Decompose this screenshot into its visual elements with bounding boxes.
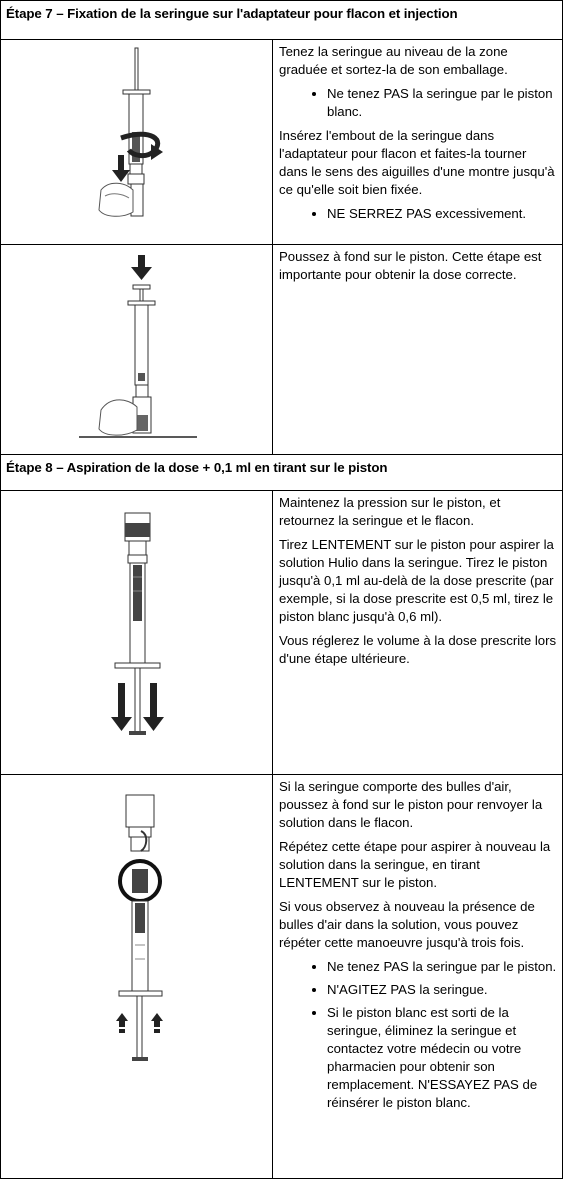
step8-header xyxy=(0,454,563,490)
step8-r2-b1: • Ne tenez PAS la seringue par le piston. xyxy=(327,958,558,976)
step8-row2 xyxy=(0,774,563,1179)
step8-row1 xyxy=(0,490,563,774)
step8-r2-p2: Répétez cette étape pour aspirer à nouveau la solution dans la seringue, en tirant LENTEMENT sur le piston. xyxy=(279,839,551,890)
step7-title: Étape 7 – Fixation de la seringue sur l'adaptateur pour flacon et injection xyxy=(6,6,458,21)
push-plunger-illustration xyxy=(1,245,273,455)
step7-r1-list1 xyxy=(279,85,558,121)
step7-r2-p1: Poussez à fond sur le piston. Cette étape est importante pour obtenir la dose correcte. xyxy=(279,249,542,282)
step7-row1 xyxy=(0,39,563,244)
remove-air-bubbles-illustration xyxy=(1,775,273,1180)
step8-r2-p1: Si la seringue comporte des bulles d'air, poussez à fond sur le piston pour renvoyer la solution dans le flacon. xyxy=(279,779,543,830)
step8-r2-b2: • N'AGITEZ PAS la seringue. xyxy=(327,981,558,999)
step7-r1-p2: Insérez l'embout de la seringue dans l'adaptateur pour flacon et faites-la tourner dans le sens des aiguilles d'une montre jusqu'à ce qu'elle soit bien fixée. xyxy=(279,128,555,197)
step8-image1-cell xyxy=(1,491,273,774)
step7-image2-cell xyxy=(1,245,273,454)
step8-text2-cell xyxy=(273,775,562,1178)
step8-r1-p1: Maintenez la pression sur le piston, et retournez la seringue et le flacon. xyxy=(279,495,501,528)
step8-r2-list xyxy=(279,958,558,1112)
step7-r1-b1: • Ne tenez PAS la seringue par le piston blanc. xyxy=(327,85,558,121)
step7-r1-list2 xyxy=(279,205,558,223)
step7-row2 xyxy=(0,244,563,454)
step8-r2-b3: • Si le piston blanc est sorti de la seringue, éliminez la seringue et contactez votre médecin ou votre pharmacien pour obtenir son remplacement. N'ESSAYEZ PAS de réinsérer le piston blanc. xyxy=(327,1004,558,1112)
draw-dose-illustration xyxy=(1,491,273,775)
step8-text1-cell xyxy=(273,491,562,774)
step8-image2-cell xyxy=(1,775,273,1178)
step8-r1-p2: Tirez LENTEMENT sur le piston pour aspirer la solution Hulio dans la seringue. Tirez le piston jusqu'à 0,1 ml au-delà de la dose prescrite (par exemple, si la dose prescrite est 0,5 ml, tirez le piston blanc jusqu'à 0,6 ml). xyxy=(279,537,554,624)
step7-text1-cell xyxy=(273,40,562,244)
step7-header xyxy=(0,0,563,39)
step8-r1-p3: Vous réglerez le volume à la dose prescrite lors d'une étape ultérieure. xyxy=(279,633,557,666)
step7-image1-cell xyxy=(1,40,273,244)
step7-r1-b2: • NE SERREZ PAS excessivement. xyxy=(327,205,558,223)
step7-r1-p1: Tenez la seringue au niveau de la zone graduée et sortez-la de son emballage. xyxy=(279,44,508,77)
step8-title: Étape 8 – Aspiration de la dose + 0,1 ml en tirant sur le piston xyxy=(6,460,388,475)
syringe-attach-illustration xyxy=(1,40,273,245)
step8-r2-p3: Si vous observez à nouveau la présence de bulles d'air dans la solution, vous pouvez répéter cette manoeuvre jusqu'à trois fois. xyxy=(279,899,535,950)
step7-text2-cell xyxy=(273,245,562,454)
